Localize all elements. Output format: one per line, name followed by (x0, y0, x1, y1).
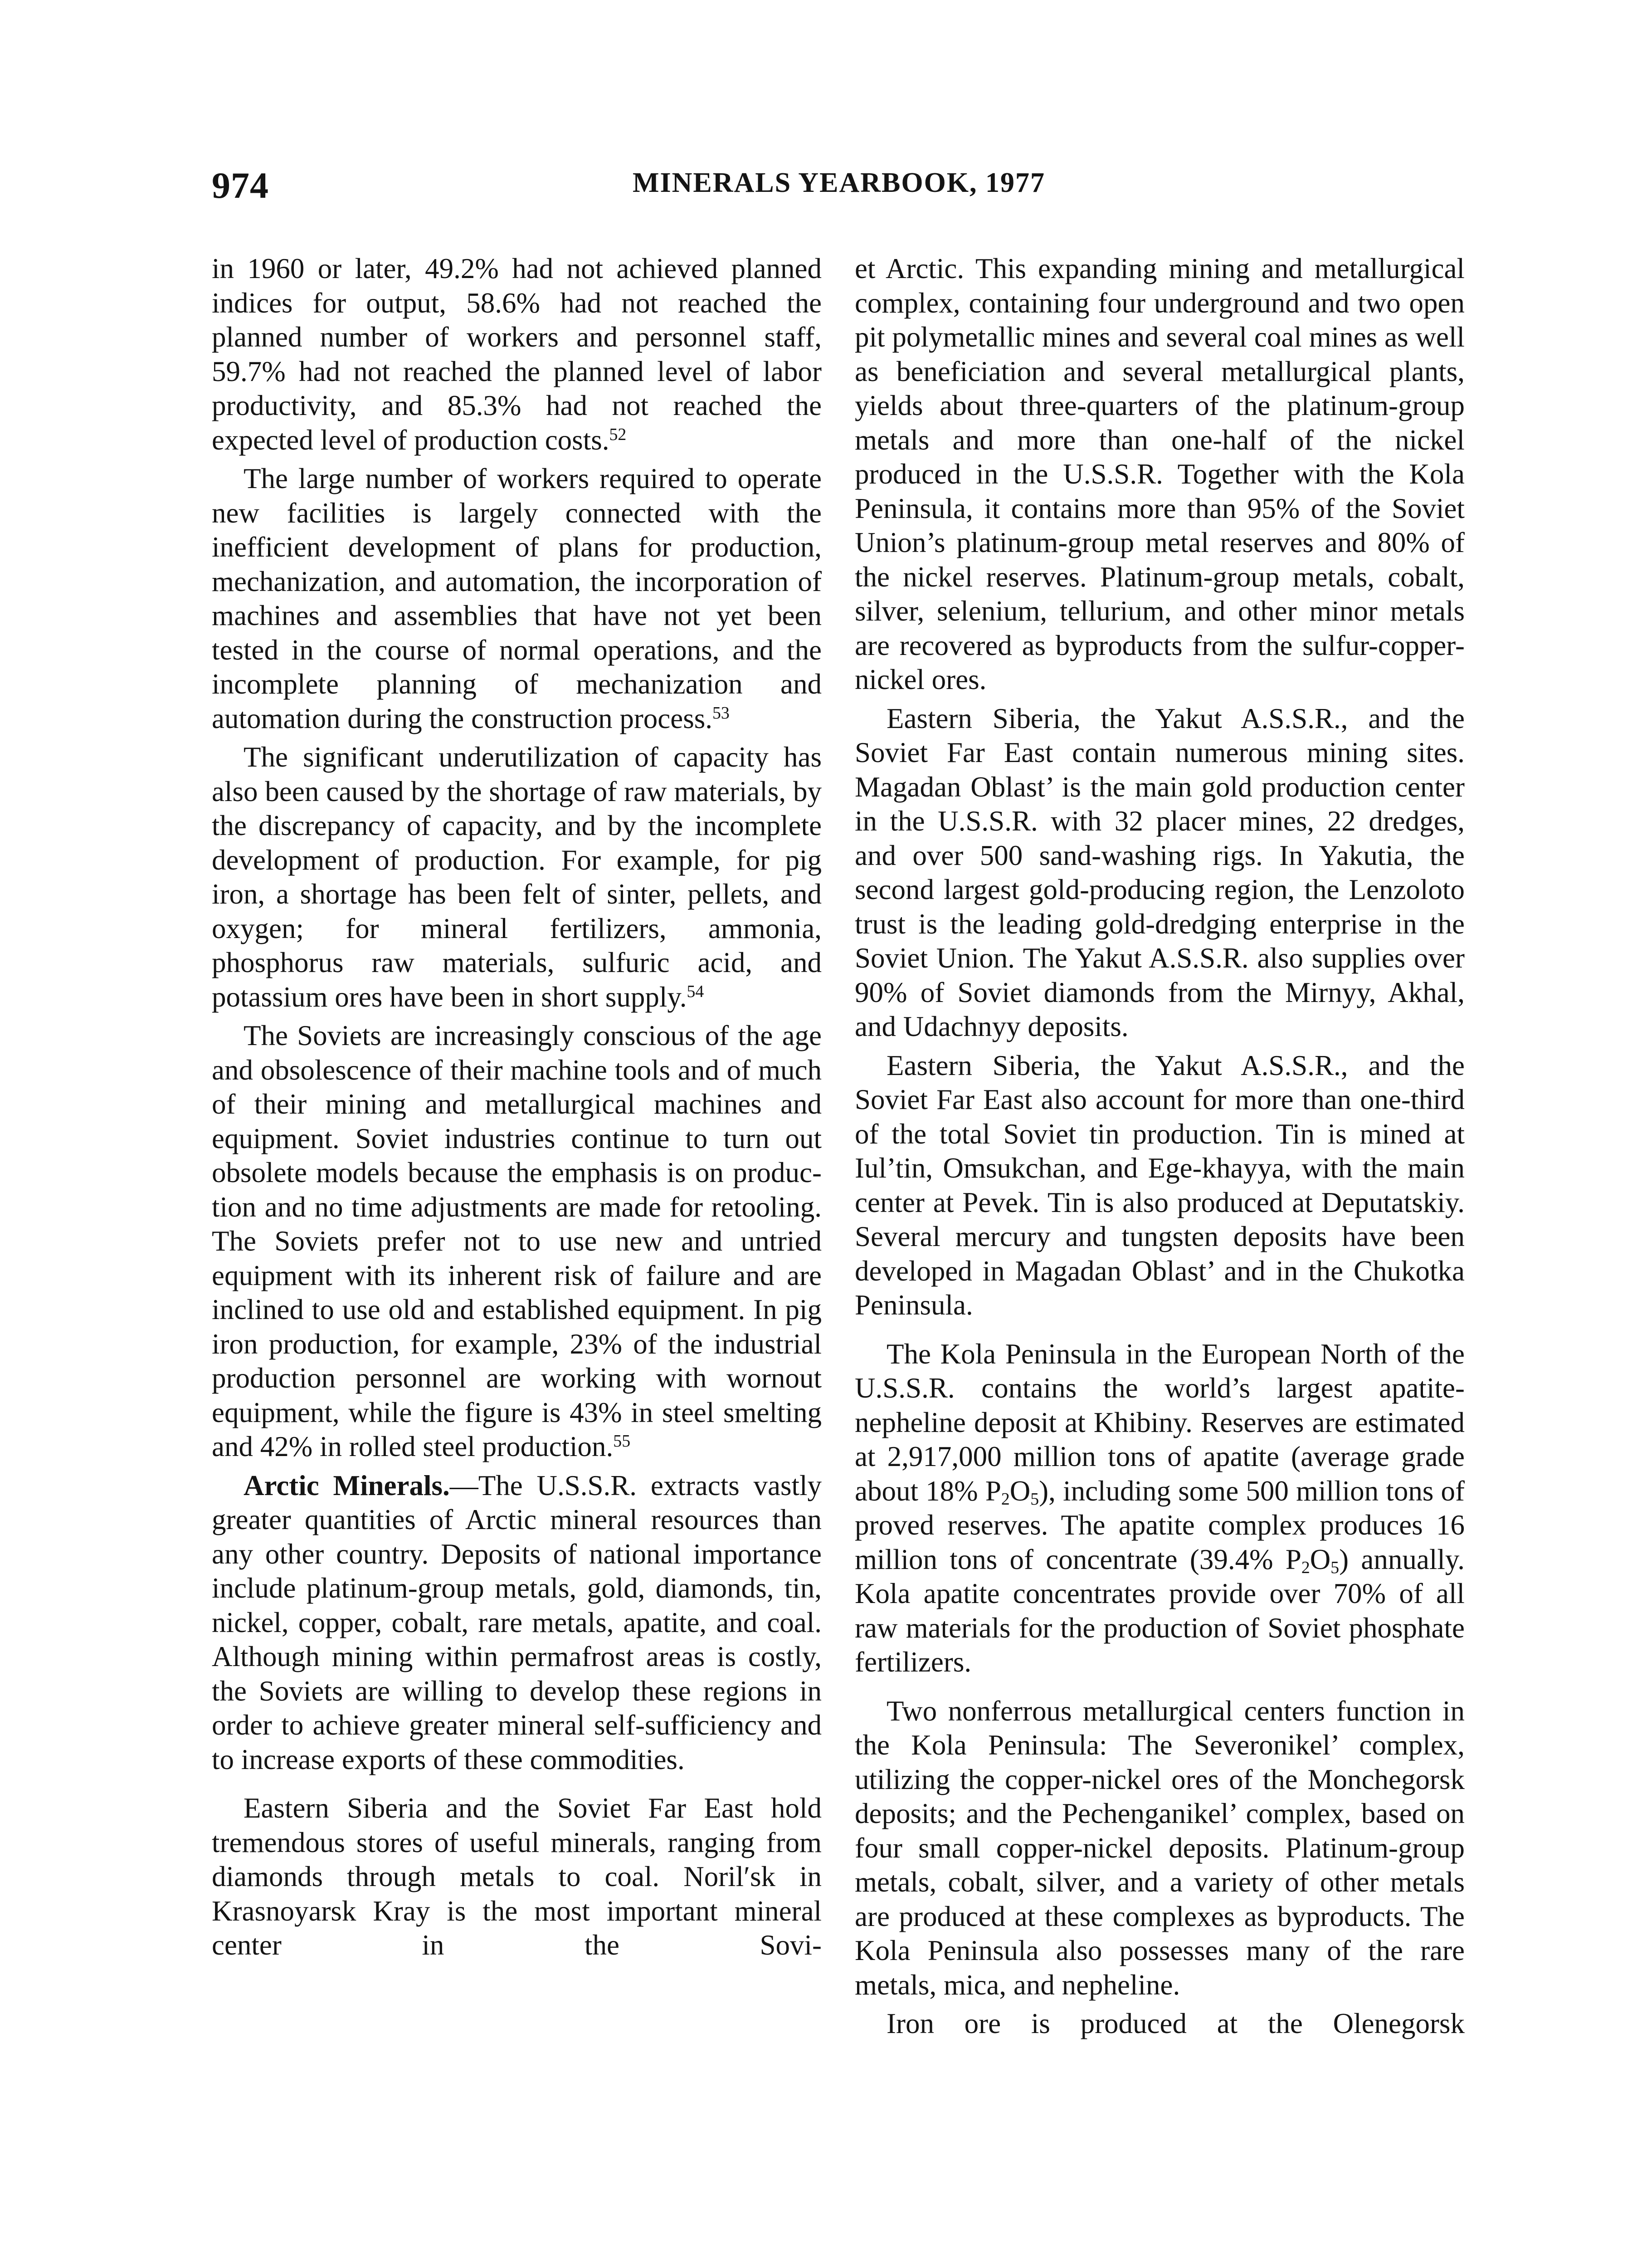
page-number: 974 (212, 165, 269, 206)
paragraph-text: Two nonferrous metallurgical centers function in the Kola Peninsula: The Severonikel’ complex, utilizing the copper-nickel ores of the Monchegorsk deposits; and the Pechenganikel’ complex, based on four small copper-nickel deposits. Platinum-group metals, cobalt, silver, and a variety of other metals are produced at these complexes as byproducts. The Kola Peninsula also possesses many of the rare metals, mica, and nepheline. (855, 1695, 1465, 2001)
paragraph-norilsk (855, 252, 1465, 697)
paragraph-text: O (1009, 1475, 1031, 1507)
paragraph-text: Eastern Siberia, the Yakut A.S.S.R., and the Soviet Far East also account for more than one-third of the total Soviet tin production. Tin is mined at Iul’tin, Omsukchan, and Ege-khayya, with the main center at Pevek. Tin is also produced at Deputatskiy. Several mercury and tungsten deposits have been developed in Magadan Oblast’ and in the Chukotka Peninsula. (855, 1049, 1465, 1321)
section-heading-arctic-minerals: Arctic Minerals. (244, 1469, 450, 1501)
footnote-ref: 53 (712, 703, 730, 723)
paragraph-gold-diamonds (855, 702, 1465, 1044)
paragraph-underutilization (212, 740, 822, 1014)
paragraph-text: Eastern Siberia, the Yakut A.S.S.R., and the Soviet Far East contain numerous mining sites. Magadan Oblast’ is the main gold production center in the U.S.S.R. with 32 placer mines, 22 dredges, and over 500 sand-washing rigs. In Yakutia, the second largest gold-producing region, the Lenzoloto trust is the leading gold-dredging enterprise in the Soviet Union. The Yakut A.S.S.R. also supplies over 90% of Soviet diamonds from the Mirnyy, Akhal, and Udachnyy deposits. (855, 702, 1465, 1042)
subscript: 5 (1330, 1558, 1340, 1577)
paragraph-text: ) annually. Kola apatite concentrates provide over 70% of all raw materials for the production of Soviet phosphate fertilizers. (855, 1543, 1465, 1678)
paragraph-tin (855, 1049, 1465, 1323)
subscript: 5 (1030, 1489, 1039, 1509)
footnote-ref: 52 (609, 425, 627, 444)
footnote-ref: 55 (613, 1432, 631, 1451)
paragraph-nonferrous-centers (855, 1694, 1465, 2003)
subscript: 2 (1001, 1489, 1010, 1509)
right-column (855, 252, 1465, 2046)
paragraph-text: The large number of workers required to operate new facilities is largely connected with the inefficient development of plans for production, mechanization, and automation, the incorporation of machines and assemblies that have not yet been tested in the course of normal operations, and the incomplete planning of mechanization and automation during the construction process. (212, 463, 822, 734)
left-column (212, 252, 822, 1967)
paragraph-workers (212, 462, 822, 736)
paragraph-obsolescence (212, 1019, 822, 1464)
subscript: 2 (1301, 1558, 1310, 1577)
paragraph-production-indices (212, 252, 822, 457)
paragraph-arctic-minerals (212, 1469, 822, 1777)
paragraph-text: et Arctic. This expanding mining and metallurgical complex, containing four underground and two open pit polymetallic mines and several coal mines as well as beneficiation and several metallurgical plants, yields about three-quarters of the platinum-group metals and more than one-half of the nickel produced in the U.S.S.R. Together with the Kola Peninsula, it contains more than 95% of the Soviet Union’s platinum-group metal reserves and 80% of the nickel reserves. Platinum-group metals, cobalt, silver, selenium, tellurium, and other minor metals are recovered as byproducts from the sulfur-copper-nickel ores. (855, 253, 1465, 695)
paragraph-text: O (1310, 1543, 1331, 1575)
paragraph-text: The Soviets are increasingly conscious of the age and obsolescence of their machine tools and of much of their mining and metallurgical machines and equipment. Soviet industries continue to turn out obsolete models because the emphasis is on production and no time adjustments are made for retooling. The Soviets prefer not to use new and untried equipment with its inherent risk of failure and are inclined to use old and established equipment. In pig iron production, for example, 23% of the industrial production personnel are working with wornout equipment, while the figure is 43% in steel smelting and 42% in rolled steel production. (212, 1020, 822, 1462)
paragraph-text: —The U.S.S.R. extracts vastly greater quantities of Arctic mineral resources than any other country. Deposits of national importance include platinum-group metals, gold, diamonds, tin, nickel, copper, cobalt, rare metals, apatite, and coal. Although mining within permafrost areas is costly, the Soviets are willing to develop these regions in order to achieve greater mineral self-sufficiency and to increase exports of these commodities. (212, 1469, 822, 1775)
paragraph-text: The Kola Peninsula in the European North of the U.S.S.R. contains the world’s largest apatite-nepheline deposit at Khibiny. Reserves are estimated at 2,917,000 million tons of apatite (average grade about 18% P (855, 1338, 1465, 1507)
paragraph-text: The significant underutilization of capacity has also been caused by the shortage of raw materials, by the discrepancy of capacity, and by the incomplete development of production. For example, for pig iron, a shortage has been felt of sinter, pellets, and oxygen; for mineral fertilizers, ammonia, phosphorus raw materials, sulfuric acid, and potassium ores have been in short supply. (212, 741, 822, 1013)
paragraph-text: Iron ore is produced at the Olenegorsk (887, 2008, 1465, 2039)
paragraph-text: Eastern Siberia and the Soviet Far East hold tremendous stores of useful minerals, ranging from diamonds through metals to coal. Norilʹsk in Krasnoyarsk Kray is the most important mineral center in the Sovi- (212, 1792, 822, 1961)
footnote-ref: 54 (687, 982, 704, 1001)
running-header: MINERALS YEARBOOK, 1977 (632, 167, 1046, 198)
paragraph-kola-apatite (855, 1337, 1465, 1680)
paragraph-iron-ore (855, 2007, 1465, 2041)
paragraph-text: ), including some 500 million tons of proved reserves. The apatite complex produces 16 million tons of concentrate (39.4% P (855, 1475, 1465, 1575)
paragraph-siberia-far-east (212, 1791, 822, 1963)
paragraph-text: in 1960 or later, 49.2% had not achieved planned indices for output, 58.6% had not reached the planned number of workers and personnel staff, 59.7% had not reached the planned level of labor productivity, and 85.3% had not reached the expected level of production costs. (212, 253, 822, 456)
